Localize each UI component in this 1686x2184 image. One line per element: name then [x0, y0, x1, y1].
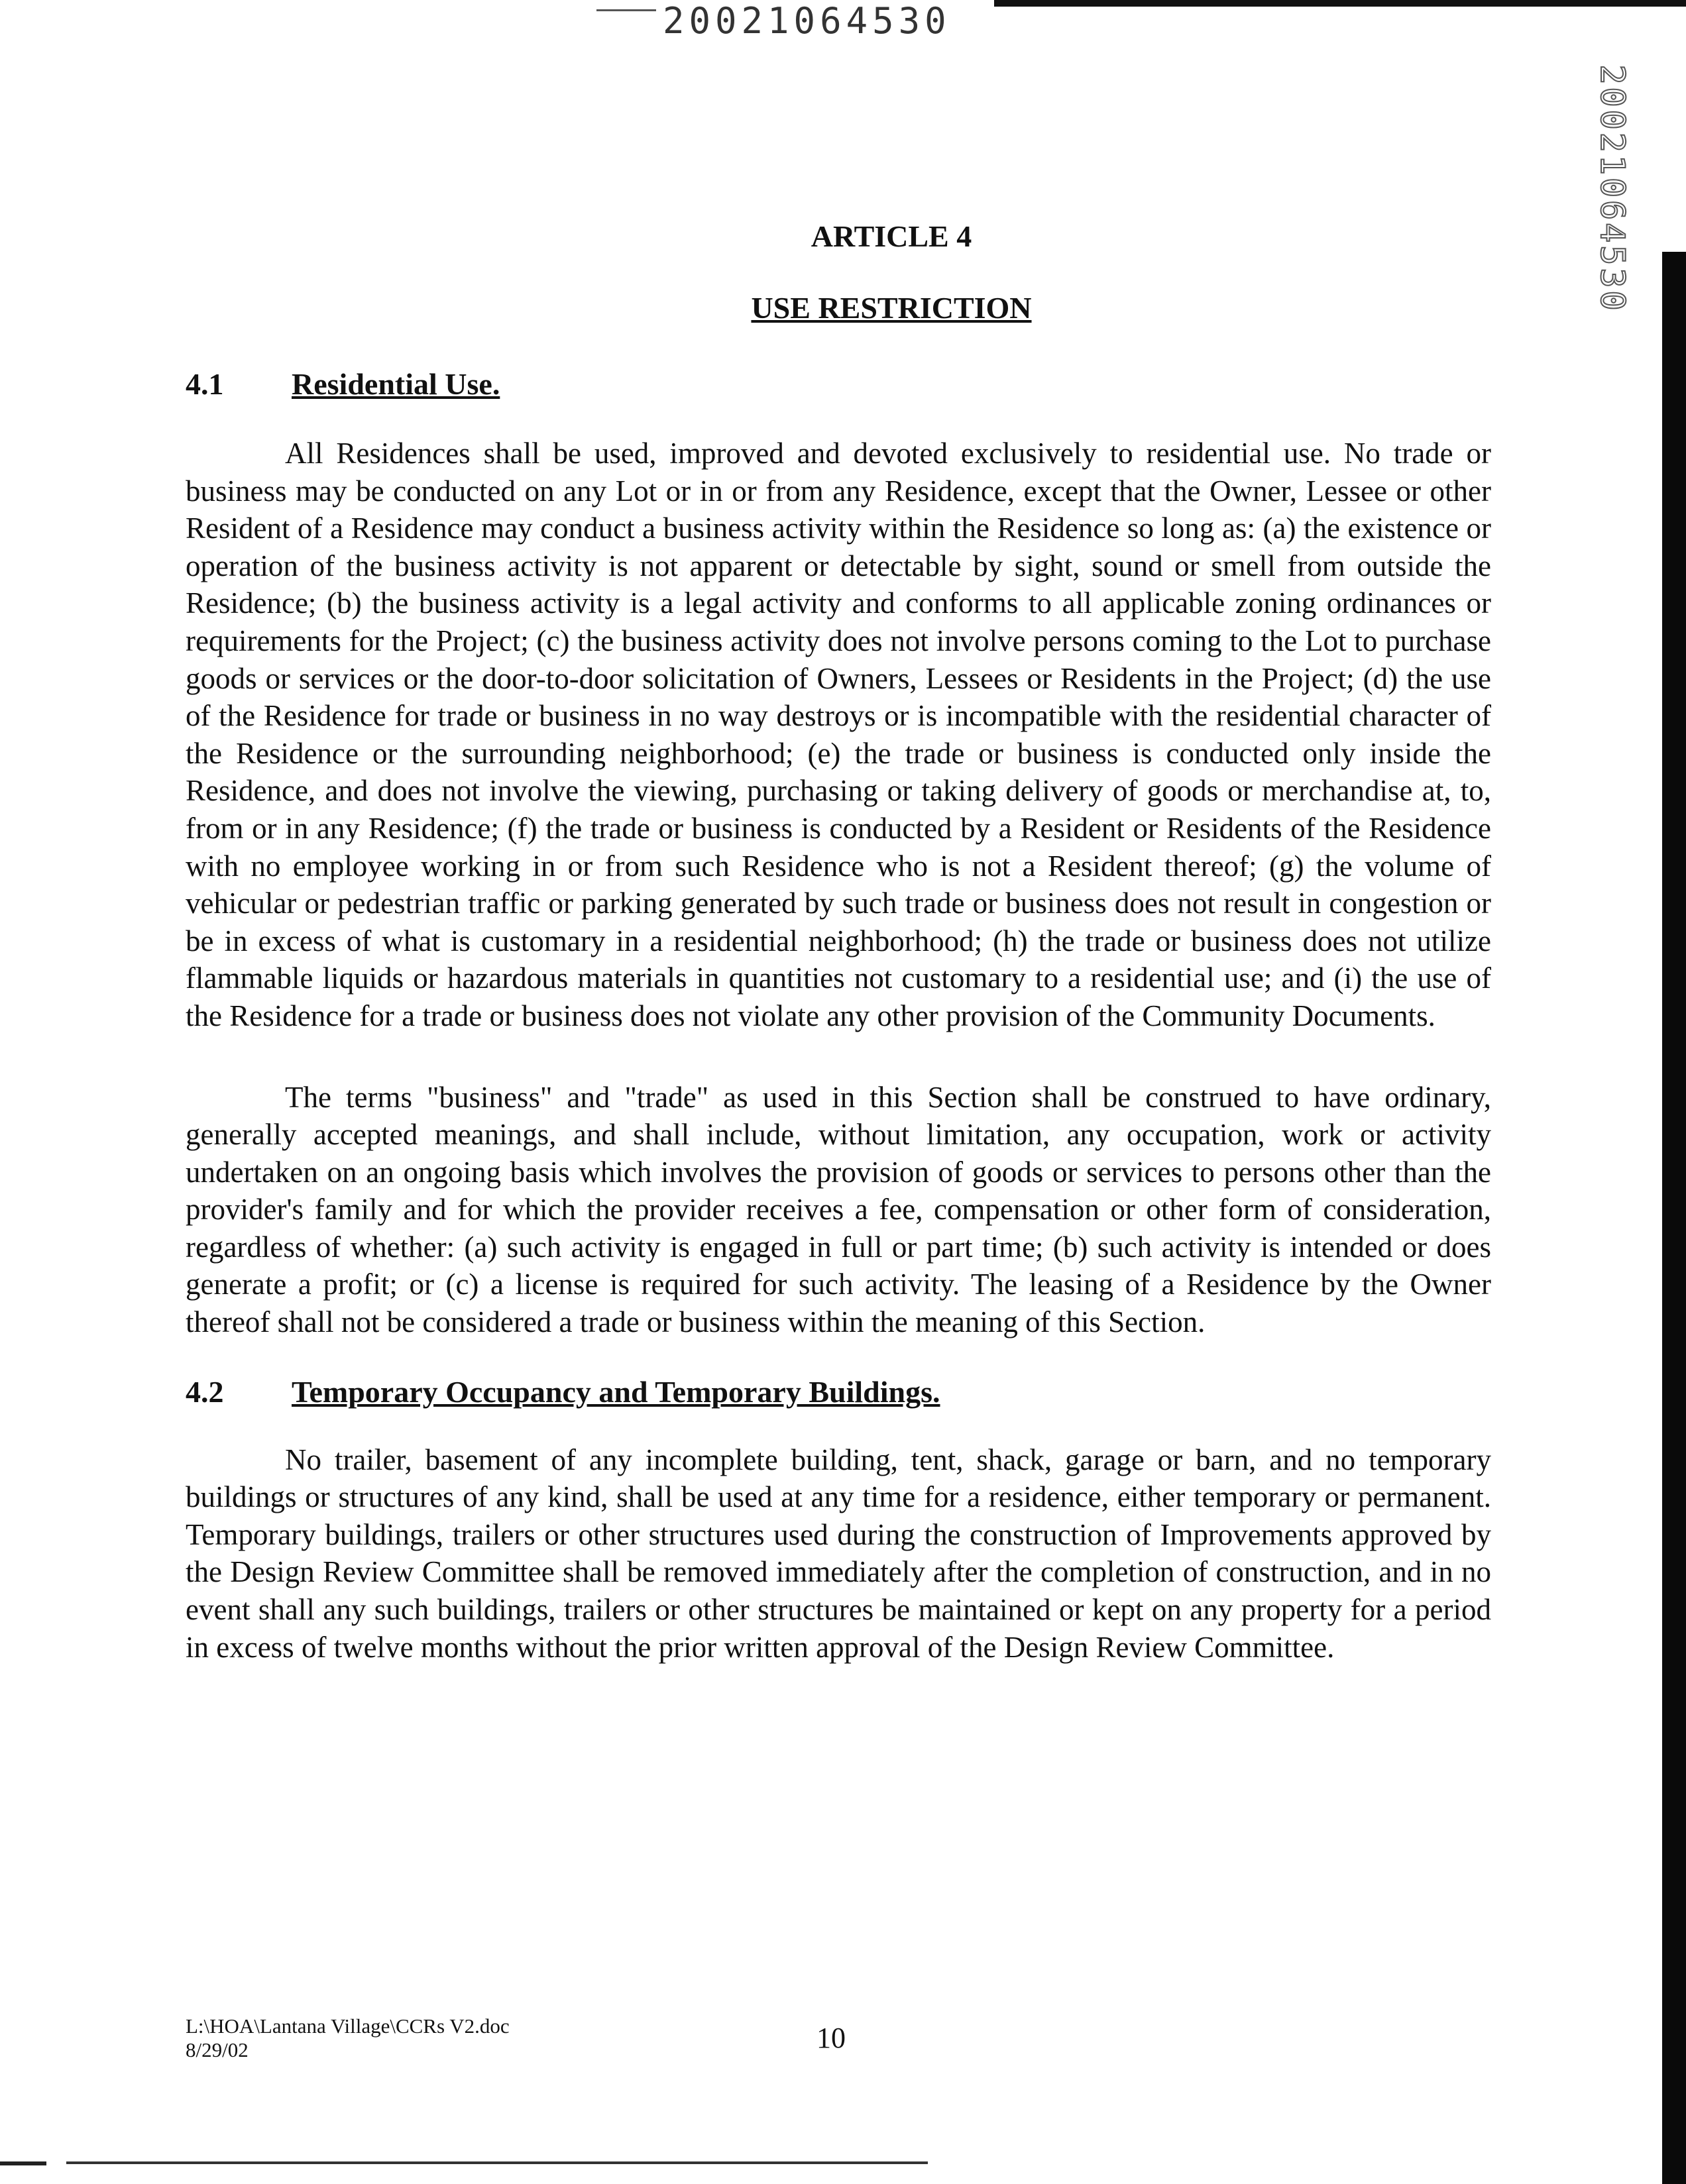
section-title: Residential Use. — [292, 367, 500, 401]
document-number: 20021064530 — [663, 0, 951, 42]
scan-edge-bar — [1662, 252, 1686, 2184]
section-title: Temporary Occupancy and Temporary Buildings. — [292, 1374, 940, 1409]
bottom-tick — [0, 2161, 46, 2165]
footer-file-path: L:\HOA\Lantana Village\CCRs V2.doc — [186, 2014, 510, 2038]
paragraph: The terms "business" and "trade" as used in this Section shall be construed to have ordinary, generally accepted meanings, and shall include, without limitation, any occupation, work or activity undertaken on an ongoing basis which involves the provision of goods or services to persons other than the provider's family and for which the provider receives a fee, compensation or other form of consideration, regardless of whether: (a) such activity is engaged in full or part time; (b) such activity is intended or does generate a profit; or (c) a license is required for such activity. The leasing of a Residence by the Owner thereof shall not be considered a trade or business within the meaning of this Section. — [186, 1080, 1491, 1339]
side-stamp-text: 20021064530 — [1593, 64, 1632, 313]
top-rule-left — [596, 9, 656, 11]
article-title: USE RESTRICTION — [751, 291, 1032, 325]
top-border-bar — [994, 0, 1686, 7]
page-number: 10 — [816, 2022, 846, 2054]
section-heading-4-1 — [186, 366, 1491, 402]
section-number: 4.1 — [186, 367, 224, 401]
side-stamp — [1583, 64, 1642, 313]
footer-file-info — [186, 2014, 510, 2062]
section-number: 4.2 — [186, 1374, 224, 1409]
paragraph: No trailer, basement of any incomplete building, tent, shack, garage or barn, and no temporary buildings or structures of any kind, shall be used at any time for a residence, either temporary or permanent. Temporary buildings, trailers or other structures used during the construction of Improvements approved by the Design Review Committee shall be removed immediately after the completion of construction, and in no event shall any such buildings, trailers or other structures be maintained or kept on any property for a period in excess of twelve months without the prior written approval of the Design Review Committee. — [186, 1443, 1491, 1664]
paragraph: All Residences shall be used, improved and devoted exclusively to residential use. No trade or business may be conducted on any Lot or in or from any Residence, except that the Owner, Lessee or other Resident of a Residence may conduct a business activity within the Residence so long as: (a) the existence or operation of the business activity is not apparent or detectable by sight, sound or smell from outside the Residence; (b) the business activity is a legal activity and conforms to all applicable zoning ordinances or requirements for the Project; (c) the business activity does not involve persons coming to the Lot to purchase goods or services or the door-to-door solicitation of Owners, Lessees or Residents in the Project; (d) the use of the Residence for trade or business in no way destroys or is incompatible with the residential character of the Residence or the surrounding neighborhood; (e) the trade or business is conducted only inside the Residence, and does not involve the viewing, purchasing or taking delivery of goods or merchandise at, to, from or in any Residence; (f) the trade or business is conducted by a Resident or Residents of the Residence with no employee working in or from such Residence who is not a Resident thereof; (g) the volume of vehicular or pedestrian traffic or parking generated by such trade or business does not result in congestion or be in excess of what is customary in a residential neighborhood; (h) the trade or business does not utilize flammable liquids or hazardous materials in quantities not customary to a residential use; and (i) the use of the Residence for a trade or business does not violate any other provision of the Community Documents. — [186, 437, 1491, 1032]
article-label: ARTICLE 4 — [811, 219, 972, 253]
section-heading-4-2 — [186, 1374, 1491, 1409]
footer-date: 8/29/02 — [186, 2038, 249, 2061]
bottom-rule — [66, 2161, 928, 2164]
document-body — [186, 219, 1491, 1666]
